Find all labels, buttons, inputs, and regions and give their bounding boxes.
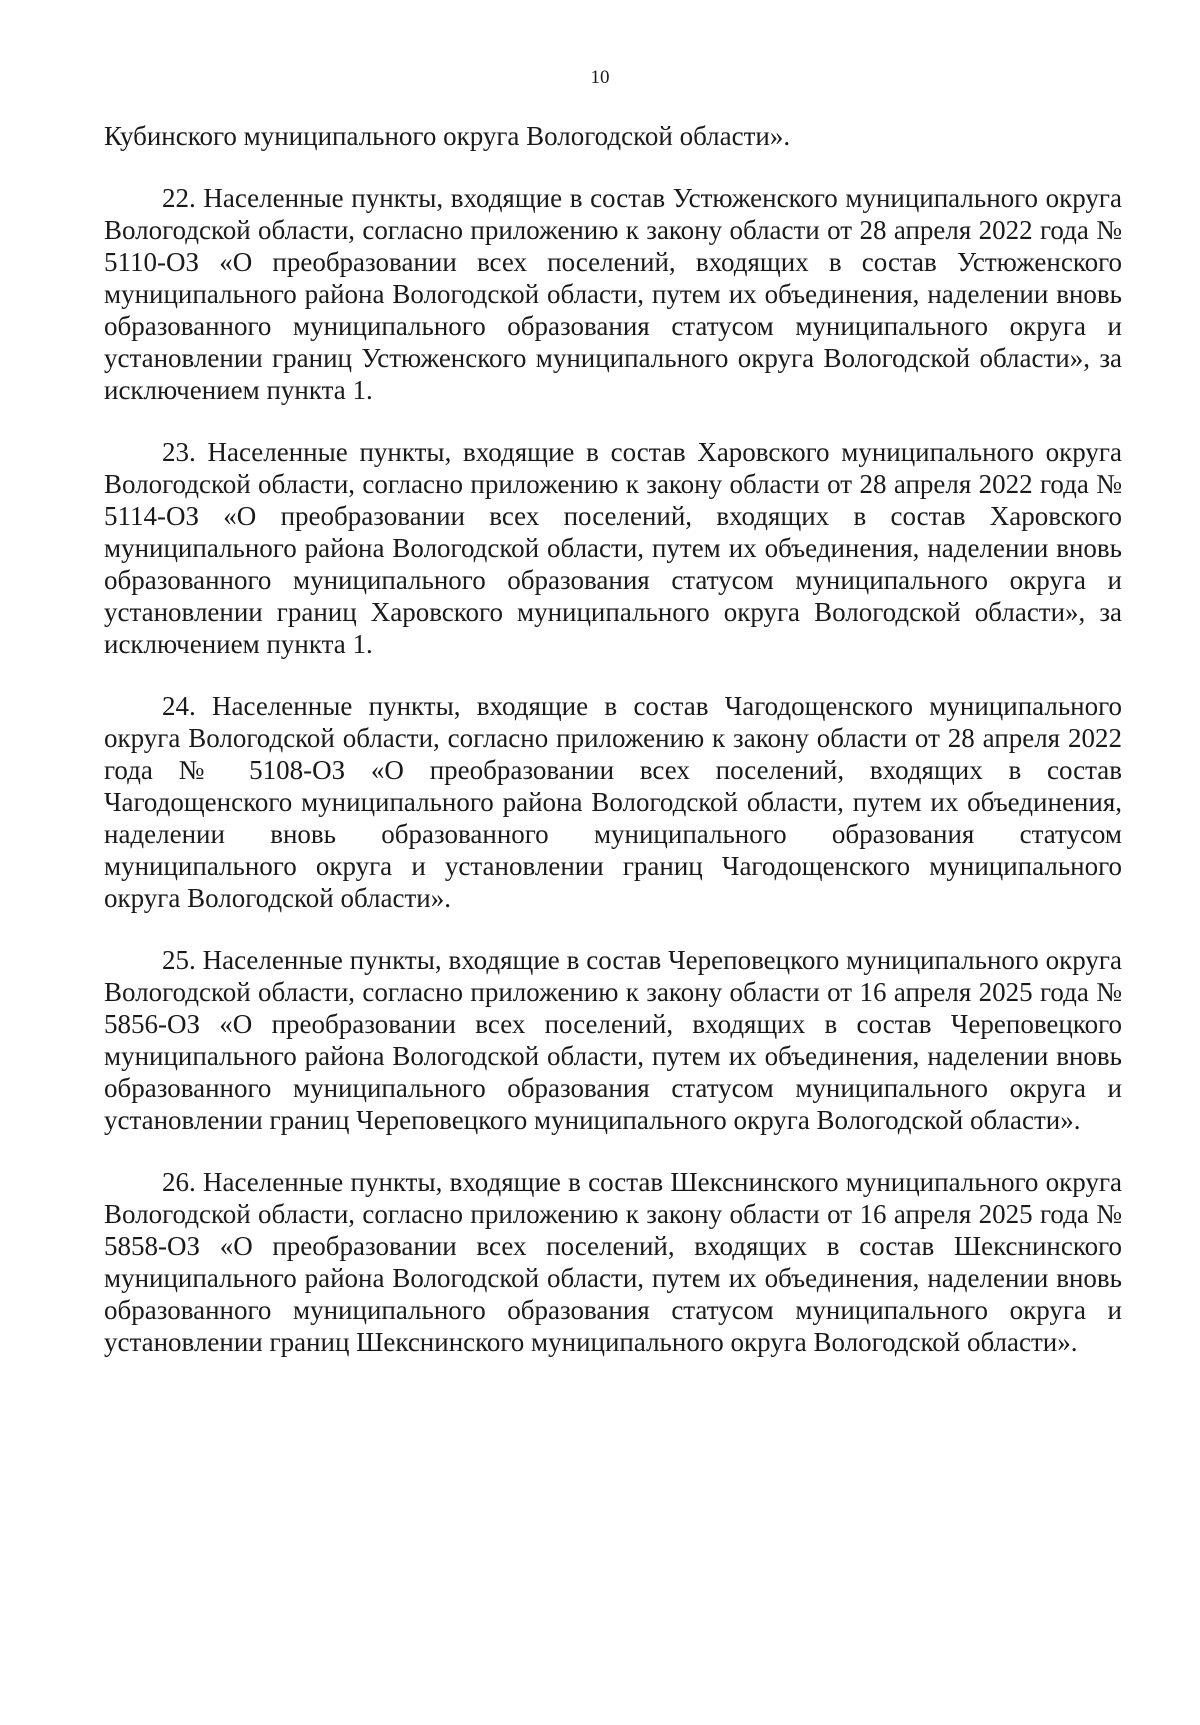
paragraph-item-24: 24. Населенные пункты, входящие в состав Чагодощенского муниципального округа Вологодской области, согласно приложению к закону области от 28 апреля 2022 года № 5108-ОЗ «О преобразовании всех поселений, входящих в состав Чагодощенского муниципального района Вологодской области, путем их объединения, наделении вновь образованного муниципального образования статусом муниципального округа и установлении границ Чагодощенского муниципального округа Вологодской области». (104, 691, 1122, 913)
document-body (104, 120, 1122, 1358)
paragraph-item-22: 22. Населенные пункты, входящие в состав Устюженского муниципального округа Вологодской области, согласно приложению к закону области от 28 апреля 2022 года № 5110-ОЗ «О преобразовании всех поселений, входящих в состав Устюженского муниципального района Вологодской области, путем их объединения, наделении вновь образованного муниципального образования статусом муниципального округа и установлении границ Устюженского муниципального округа Вологодской области», за исключением пункта 1. (104, 183, 1122, 405)
paragraph-item-23: 23. Населенные пункты, входящие в состав Харовского муниципального округа Вологодской области, согласно приложению к закону области от 28 апреля 2022 года № 5114-ОЗ «О преобразовании всех поселений, входящих в состав Харовского муниципального района Вологодской области, путем их объединения, наделении вновь образованного муниципального образования статусом муниципального округа и установлении границ Харовского муниципального округа Вологодской области», за исключением пункта 1. (104, 437, 1122, 659)
paragraph-item-26: 26. Населенные пункты, входящие в состав Шекснинского муниципального округа Вологодской области, согласно приложению к закону области от 16 апреля 2025 года № 5858-ОЗ «О преобразовании всех поселений, входящих в состав Шекснинского муниципального района Вологодской области, путем их объединения, наделении вновь образованного муниципального образования статусом муниципального округа и установлении границ Шекснинского муниципального округа Вологодской области». (104, 1167, 1122, 1357)
page-number: 10 (590, 67, 610, 88)
paragraph-continuation: Кубинского муниципального округа Вологодской области». (104, 121, 791, 151)
paragraph-item-25: 25. Населенные пункты, входящие в состав Череповецкого муниципального округа Вологодской области, согласно приложению к закону области от 16 апреля 2025 года № 5856-ОЗ «О преобразовании всех поселений, входящих в состав Череповецкого муниципального района Вологодской области, путем их объединения, наделении вновь образованного муниципального образования статусом муниципального округа и установлении границ Череповецкого муниципального округа Вологодской области». (104, 945, 1122, 1135)
